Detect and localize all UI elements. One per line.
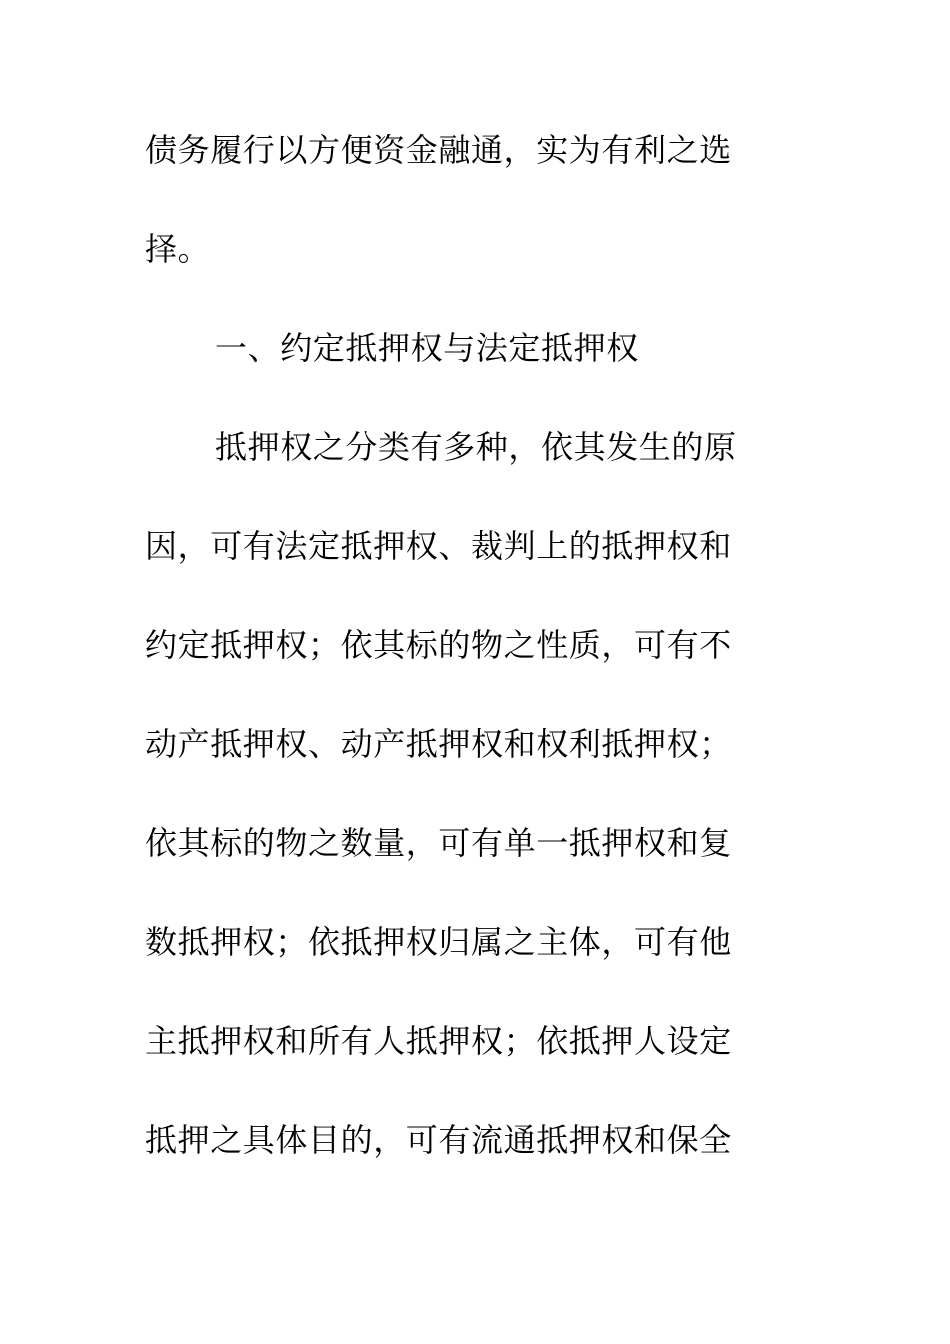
paragraph-line: 抵押权之分类有多种，依其发生的原: [215, 428, 737, 466]
paragraph-line: 债务履行以方便资金融通，实为有利之选: [145, 131, 732, 169]
paragraph-line: 约定抵押权；依其标的物之性质，可有不: [145, 626, 732, 664]
paragraph-line: 动产抵押权、动产抵押权和权利抵押权；: [145, 725, 732, 763]
paragraph-line: 择。: [145, 230, 211, 268]
paragraph-line: 依其标的物之数量，可有单一抵押权和复: [145, 824, 732, 862]
paragraph-line: 数抵押权；依抵押权归属之主体，可有他: [145, 923, 732, 961]
paragraph-line: 因，可有法定抵押权、裁判上的抵押权和: [145, 527, 732, 565]
paragraph-line: 抵押之具体目的，可有流通抵押权和保全: [145, 1121, 732, 1159]
paragraph-line: 主抵押权和所有人抵押权；依抵押人设定: [145, 1022, 732, 1060]
document-body: [145, 125, 785, 1214]
section-heading: 一、约定抵押权与法定抵押权: [215, 329, 639, 367]
